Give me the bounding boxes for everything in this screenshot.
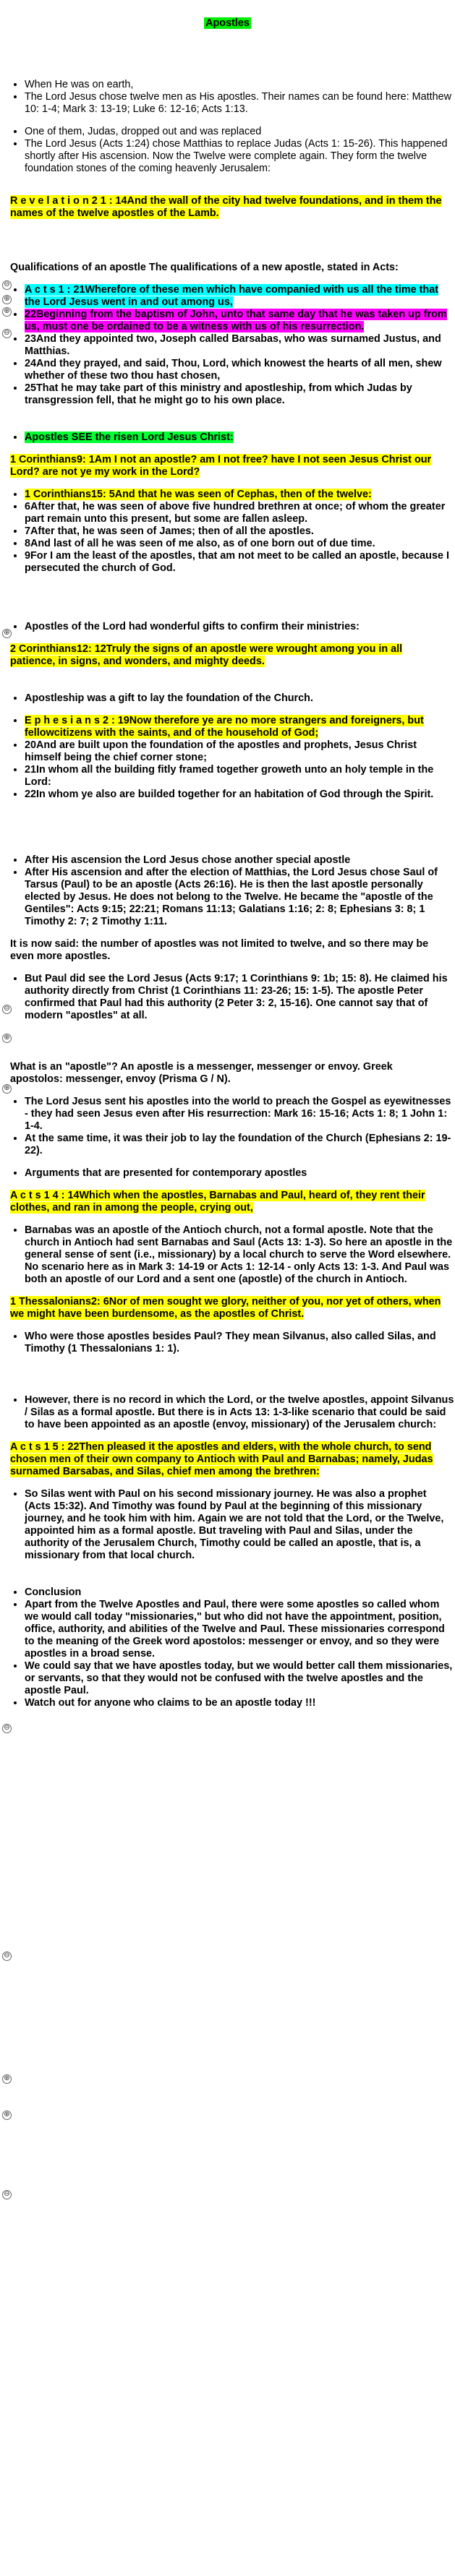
list-s17 <box>0 1587 455 1709</box>
list-item: • 1 Corinthians15: 5And that he was seen of Cephas, then of the twelve: <box>25 489 455 501</box>
list-item: • 6After that, he was seen of above five hundred brethren at once; of whom the greater part remain unto this present, but some are fallen asleep. <box>25 501 455 525</box>
list-item: • At the same time, it was their job to lay the foundation of the Church (Ephesians 2: 19-22). <box>25 1133 455 1157</box>
what-is-apostle: What is an "apostle"? An apostle is a messenger, messenger or envoy. Greek apostolos: messenger, envoy (Prisma G / N). <box>10 1061 393 1085</box>
collapse-toggle-icon[interactable]: ⊕ <box>2 1034 12 1043</box>
qualifications-heading: Qualifications of an apostle The qualifications of a new apostle, stated in Acts: <box>10 262 399 273</box>
list-item: • The Lord Jesus (Acts 1:24) chose Matthias to replace Judas (Acts 1: 15-26). This happened shortly after His ascension. Now the Twelve were complete again. They form the twelve foundation stones of the coming heavenly Jerusalem: <box>25 138 455 175</box>
collapse-toggle-icon[interactable]: ⊖ <box>2 1005 12 1014</box>
list-item <box>25 91 455 116</box>
list-item: • 7After that, he was seen of James; then of all the apostles. <box>25 525 455 538</box>
list-item: • 22In whom ye also are builded together for an habitation of God through the Spirit. <box>25 789 455 801</box>
list-s8 <box>0 692 455 705</box>
collapse-toggle-icon[interactable]: ⊕ <box>2 295 12 304</box>
acts15-quote: A c t s 1 5 : 22Then pleased it the apostles and elders, with the whole church, to send chosen men of their own company to Antioch with Paul and Barnabas; namely, Judas surnamed Barsabas, and Silas, chief men among the brethren: <box>10 1441 433 1477</box>
corinthians12-quote: 2 Corinthians12: 12Truly the signs of an apostle were wrought among you in all patience, in signs, and wonders, and mighty deeds. <box>10 643 403 667</box>
list-item: • Apostles SEE the risen Lord Jesus Christ: <box>25 432 455 444</box>
list-s3 <box>0 284 455 407</box>
list-item: • Who were those apostles besides Paul? They mean Silvanus, also called Silas, and Timothy (1 Thessalonians 1: 1). <box>25 1331 455 1355</box>
list-s6 <box>0 621 455 633</box>
list-s11 <box>0 1096 455 1157</box>
list-item: • Barnabas was an apostle of the Antioch church, not a formal apostle. Note that the church in Antioch had sent Barnabas and Saul (Acts 13: 1-3). So here an apostle in the general sense of sent (i.e., missionary) by a local church to serve the Word elsewhere. No scenario here as in Mark 3: 14-19 or Acts 1: 12-14 - only Acts 13: 1-3. And Paul was both an apostle of our Lord and a sent one (apostle) of the church in Antioch. <box>25 1224 455 1286</box>
list-item: • Apostleship was a gift to lay the foundation of the Church. <box>25 692 455 705</box>
collapse-toggle-icon[interactable]: ⊕ <box>2 2074 12 2084</box>
acts14-quote: A c t s 1 4 : 14Which when the apostles, Barnabas and Paul, heard of, they rent their clothes, and ran in among the people, crying out, <box>10 1190 425 1214</box>
list-item: • Arguments that are presented for contemporary apostles <box>25 1167 455 1180</box>
list-item: • 24And they prayed, and said, Thou, Lord, which knowest the hearts of all men, shew whether of these two thou hast chosen, <box>25 358 455 382</box>
list-s16 <box>0 1488 455 1562</box>
list-item: • Apostles of the Lord had wonderful gifts to confirm their ministries: <box>25 621 455 633</box>
thessalonians-quote: 1 Thessalonians2: 6Nor of men sought we glory, neither of you, nor yet of others, when we might have been burdensome, as the apostles of Christ. <box>10 1296 441 1320</box>
list-item: • Conclusion <box>25 1587 455 1599</box>
collapse-toggle-icon[interactable]: ⊖ <box>2 1724 12 1733</box>
list-item: • 25That he may take part of this ministry and apostleship, from which Judas by transgression fell, that he might go to his own place. <box>25 382 455 407</box>
collapse-toggle-icon[interactable]: ⊖ <box>2 280 12 290</box>
collapse-toggle-icon[interactable]: ⊕ <box>2 629 12 638</box>
list-item: • Watch out for anyone who claims to be an apostle today !!! <box>25 1697 455 1709</box>
list-item: • After His ascension and after the election of Matthias, the Lord Jesus chose Saul of Tarsus (Paul) to be an apostle (Acts 26:16). He is then the last apostle personally elected by Jesus. He does not belong to the Twelve. He became the "apostle of the Gentiles": Acts 9:15; 22:21; Romans 11:13; Galatians 1:16; 2: 8; Ephesians 3: 8; 1 Timothy 2: 7; 2 Timothy 1:11. <box>25 867 455 928</box>
list-item: • 9For I am the least of the apostles, that am not meet to be called an apostle, because I persecuted the church of God. <box>25 550 455 575</box>
list-item: • We could say that we have apostles today, but we would better call them missionaries, or servants, so that they would not be confused with the twelve apostles and the apostle Paul. <box>25 1660 455 1697</box>
list-s12 <box>0 1167 455 1180</box>
page-title-wrap <box>0 17 455 30</box>
list-item: • However, there is no record in which the Lord, or the twelve apostles, appoint Silvanus / Silas as a formal apostle. But there is in Acts 13: 1-3-like scenario that could be said to have been appointed as an apostle (envoy, missionary) of the Jerusalem church: <box>25 1394 455 1431</box>
list-item: • Apart from the Twelve Apostles and Paul, there were some apostles so called whom we would call today "missionaries," but who did not have the appointment, position, office, authority, and abilities of the Twelve and Paul. These missionaries correspond to the meaning of the Greek word apostolos: messenger or envoy, and so they were apostles in a broad sense. <box>25 1599 455 1660</box>
list-s1b <box>0 126 455 175</box>
list-item: • When He was on earth, <box>25 79 455 91</box>
list-s5 <box>0 489 455 575</box>
list-item: • So Silas went with Paul on his second missionary journey. He was also a prophet (Acts 15:32). And Timothy was found by Paul at the beginning of this missionary journey, and he took him with him. Again we are not told that the Lord, or the Twelve, appointed him as a formal apostle. But traveling with Paul and Silas, under the authority of the Jerusalem Church, Timothy could be called an apostle, that is, a missionary from that local church. <box>25 1488 455 1562</box>
list-item: • 22Beginning from the baptism of John, unto that same day that he was taken up from us, must one be ordained to be a witness with us of his resurrection. <box>25 309 455 333</box>
list-s9 <box>0 854 455 928</box>
collapse-toggle-icon[interactable]: ⊖ <box>2 1952 12 1961</box>
list-s8b <box>0 715 455 801</box>
s1-item-2: The Lord Jesus chose twelve men as His apostles. Their names can be found here: Matthew 10: 1-4; Mark 3: 13-19; Luke 6: 12-16; Acts 1:13. <box>25 91 452 115</box>
list-s4 <box>0 432 455 444</box>
collapse-toggle-icon[interactable]: ⊖ <box>2 2190 12 2199</box>
list-item: • 23And they appointed two, Joseph called Barsabas, who was surnamed Justus, and Matthias. <box>25 333 455 358</box>
collapse-toggle-icon[interactable]: ⊕ <box>2 1084 12 1094</box>
number-of-apostles: It is now said: the number of apostles was not limited to twelve, and so there may be even more apostles. <box>10 938 429 962</box>
list-item: • E p h e s i a n s 2 : 19Now therefore ye are no more strangers and foreigners, but fellowcitizens with the saints, and of the household of God; <box>25 715 455 739</box>
list-item: • The Lord Jesus sent his apostles into the world to preach the Gospel as eyewitnesses - they had seen Jesus even after His resurrection: Mark 16: 15-16; Acts 1: 8; 1 John 1: 1-4. <box>25 1096 455 1133</box>
list-s13 <box>0 1224 455 1286</box>
list-item: • But Paul did see the Lord Jesus (Acts 9:17; 1 Corinthians 9: 1b; 15: 8). He claimed his authority directly from Christ (1 Corinthians 11: 23-26; 15: 1-5). The apostle Peter confirmed that Paul had this authority (2 Peter 3: 2, 15-16). One cannot say that of modern "apostles" at all. <box>25 973 455 1022</box>
list-s14 <box>0 1331 455 1355</box>
list-item: • 20And are built upon the foundation of the apostles and prophets, Jesus Christ himself being the chief corner stone; <box>25 739 455 764</box>
collapse-toggle-icon[interactable]: ⊕ <box>2 2111 12 2120</box>
list-item: • One of them, Judas, dropped out and was replaced <box>25 126 455 138</box>
list-item: • After His ascension the Lord Jesus chose another special apostle <box>25 854 455 867</box>
collapse-toggle-icon[interactable]: ⊖ <box>2 329 12 338</box>
list-s1 <box>0 79 455 116</box>
list-item: • 8And last of all he was seen of me also, as of one born out of due time. <box>25 538 455 550</box>
page-title: Apostles <box>205 17 250 29</box>
list-s15 <box>0 1394 455 1431</box>
collapse-toggle-icon[interactable]: ⊕ <box>2 307 12 317</box>
corinthians9-quote: 1 Corinthians9: 1Am I not an apostle? am I not free? have I not seen Jesus Christ our Lord? are not ye my work in the Lord? <box>10 454 432 478</box>
list-item: • 21In whom all the building fitly framed together groweth unto an holy temple in the Lord: <box>25 764 455 789</box>
revelation-quote: R e v e l a t i o n 2 1 : 14And the wall of the city had twelve foundations, and in them the names of the twelve apostles of the Lamb. <box>10 195 442 219</box>
list-s10 <box>0 973 455 1022</box>
list-item: • A c t s 1 : 21Wherefore of these men which have companied with us all the time that the Lord Jesus went in and out among us, <box>25 284 455 309</box>
